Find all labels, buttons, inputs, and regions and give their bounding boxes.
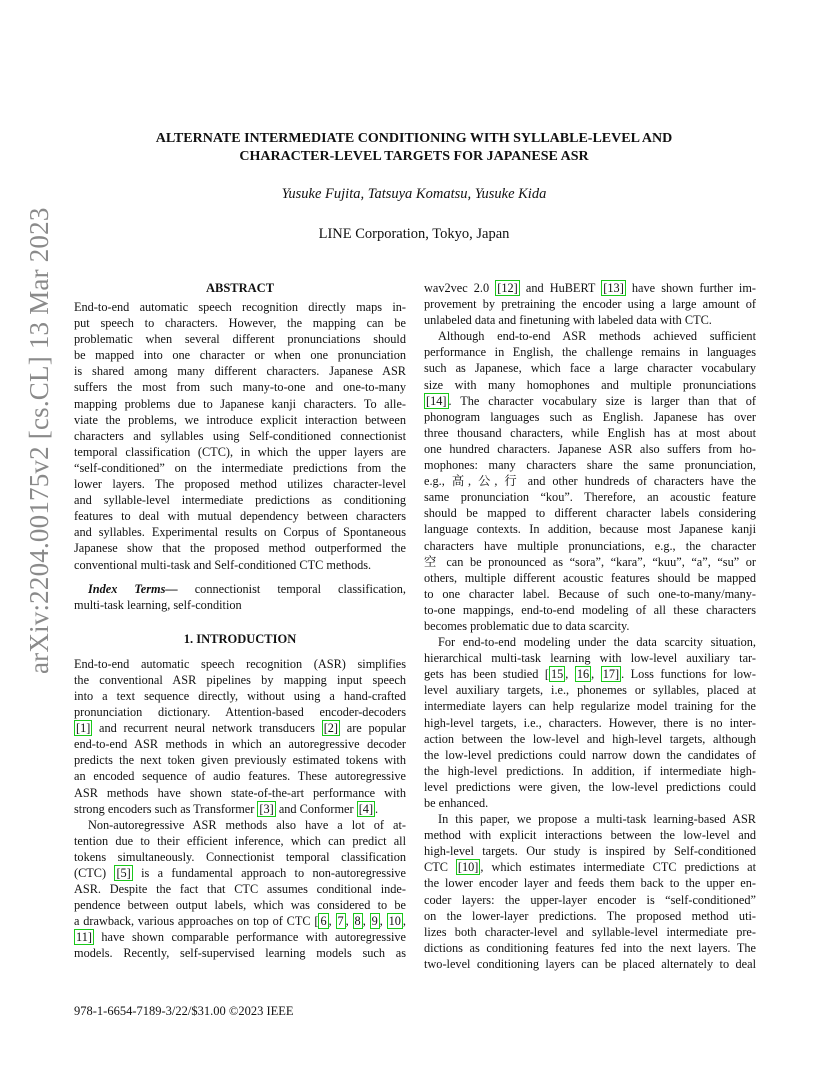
text-line: such as Japanese, which face a large character vocabulary xyxy=(424,361,756,376)
citation-link[interactable]: [10] xyxy=(457,860,479,875)
text-line: performance in English, the challenge remains in languages xyxy=(424,345,756,360)
text-span: strong encoders such as Transformer xyxy=(74,801,255,816)
text-line: high-level targets, i.e., characters. However, there is no inter- xyxy=(424,715,756,730)
citation-link[interactable]: [13] xyxy=(603,281,624,295)
text-line: becomes problematic due to data scarcity. xyxy=(424,618,630,633)
text-line: lizes both character-level and syllable-level intermediate pre- xyxy=(424,924,756,939)
index-terms xyxy=(74,581,406,613)
text-line: Although end-to-end ASR methods achieved sufficient xyxy=(438,329,756,344)
citation-link[interactable]: 15 xyxy=(550,667,564,682)
text-line: characters and syllables using Self-conditioned connectionist xyxy=(74,428,406,443)
text-line: dictions as conditioning features fed into the next layers. The xyxy=(424,940,756,955)
text-line: should be mapped to different character labels considering xyxy=(424,506,756,521)
text-line xyxy=(74,720,406,736)
text-line: on the lower-layer predictions. The proposed method uti- xyxy=(424,908,756,923)
text-line: an encoded sequence of audio features. These autoregressive xyxy=(74,769,406,784)
text-line: For end-to-end modeling under the data scarcity situation, xyxy=(438,635,756,650)
citation-link[interactable]: 9 xyxy=(371,914,378,929)
text-line: the lower encoder layer and feeds them back to the upper en- xyxy=(424,876,756,891)
text-line: suffers the most from such many-to-one and one-to-many xyxy=(74,380,406,395)
index-terms-label: Index Terms— xyxy=(88,581,178,596)
text-span: have shown further im- xyxy=(631,281,757,295)
arxiv-identifier-text: arXiv:2204.00175v2 [cs.CL] 13 Mar 2023 xyxy=(24,207,54,674)
text-span: are popular xyxy=(346,721,407,736)
text-line: and syllable-level intermediate predictions as conditioning xyxy=(74,493,406,508)
text-span: a drawback, various approaches on top of CTC [ xyxy=(74,914,319,929)
citation-link[interactable]: 6 xyxy=(320,914,327,929)
citation-link[interactable]: 17] xyxy=(602,667,620,682)
citation-link[interactable]: [2] xyxy=(323,721,339,736)
text-line: features to deal with mutual dependency between characters xyxy=(74,509,406,524)
text-line: mophones: many characters share the same pronunciation, xyxy=(424,458,756,473)
citation-link[interactable]: [1] xyxy=(76,721,91,736)
text-line: be enhanced. xyxy=(424,796,489,810)
text-line: end-to-end ASR methods in which an autoregressive decoder xyxy=(74,737,406,752)
text-span: . The character vocabulary size is larger than that of xyxy=(448,393,756,408)
text-line: mapping problems due to Japanese kanji characters. To alle- xyxy=(74,396,406,411)
right-body xyxy=(424,280,756,972)
text-span: CTC xyxy=(424,860,448,875)
text-line: level predictions were given, the low-level predictions could xyxy=(424,779,756,794)
text-line: same pronunciation “kou”. Therefore, an acoustic feature xyxy=(424,490,756,505)
text-line xyxy=(424,393,756,409)
text-line: and syllables. Experimental results on Corpus of Spontaneous xyxy=(74,525,406,540)
text-line: In this paper, we propose a multi-task learning-based ASR xyxy=(438,812,756,827)
text-line: three thousand characters, while English has at most about xyxy=(424,425,756,440)
text-line: the high-level predictions. In addition, if intermediate high- xyxy=(424,763,756,778)
text-span: have shown comparable performance with autoregressive xyxy=(101,930,407,945)
text-line: others, multiple different acoustic features should be mapped xyxy=(424,570,756,585)
citation-link[interactable]: [5] xyxy=(116,866,131,880)
text-span: is a fundamental approach to non-autoregressive xyxy=(141,866,407,880)
text-line: provement by pretraining the encoder using a large amount of xyxy=(424,297,756,312)
text-line: action between the low-level and high-level targets, although xyxy=(424,731,756,746)
text-span: and recurrent neural network transducers xyxy=(99,721,315,736)
text-line: Japanese show that the proposed method outperformed the xyxy=(74,541,406,556)
text-line: method with explicit interactions between the low-level and xyxy=(424,828,756,843)
text-line: Non-autoregressive ASR methods also have a lot of at- xyxy=(88,817,406,832)
index-terms-line: multi-task learning, self-condition xyxy=(74,597,242,612)
arxiv-identifier xyxy=(24,207,54,674)
text-line xyxy=(424,280,756,296)
text-span: gets has been studied [ xyxy=(424,667,549,682)
text-line: pronunciation dictionary. Attention-based encoder-decoders xyxy=(74,705,406,720)
text-line: into a text sequence directly, without using a hand-crafted xyxy=(74,688,406,703)
text-line xyxy=(424,859,756,875)
citation-link[interactable]: 8 xyxy=(354,914,361,929)
left-column xyxy=(74,280,406,962)
text-line: strong encoders such as Transformer [3] and Conformer [4] . xyxy=(74,801,379,816)
text-line: two-level conditioning layers can be placed alternately to deal xyxy=(424,956,756,971)
text-line: temporal classification (CTC), in which the upper layers are xyxy=(74,444,406,459)
text-line: put speech to characters. However, the mapping can be xyxy=(74,316,406,331)
right-column xyxy=(424,280,756,972)
text-line: unlabeled data and finetuning with labeled data with CTC. xyxy=(424,313,712,328)
index-terms-line xyxy=(74,581,406,597)
text-line: tention due to their efficient inference, which can predict all xyxy=(74,833,406,848)
text-line: language contexts. In addition, because most Japanese kanji xyxy=(424,522,756,537)
text-line: hierarchical multi-task learning with low-level auxiliary tar- xyxy=(424,651,756,666)
text-line: intermediate layers can help regularize model training for the xyxy=(424,699,756,714)
text-line: “self-conditioned” on the intermediate predictions from the xyxy=(74,460,406,475)
text-line: problematic when several different pronunciations should xyxy=(74,332,406,347)
affiliation: LINE Corporation, Tokyo, Japan xyxy=(318,226,510,242)
text-line: gets has been studied [ 15 , 16 , 17] . Loss functions for low- xyxy=(424,667,756,682)
citation-link[interactable]: [4] xyxy=(358,801,374,816)
text-line: to-one mappings, end-to-end modeling of all these characters xyxy=(424,602,756,617)
text-span: and HuBERT xyxy=(525,281,596,295)
text-line: the low-level predictions could narrow down the candidates of xyxy=(424,747,756,762)
text-line: to one character label. Because of such one-to-many/many- xyxy=(424,586,756,601)
citation-link[interactable]: 16 xyxy=(576,667,590,682)
index-terms-text: connectionist temporal classification, xyxy=(194,581,406,596)
abstract-body xyxy=(74,299,406,573)
text-line: models. Recently, self-supervised learning models such as xyxy=(74,946,406,961)
text-span: . Loss functions for low- xyxy=(621,667,756,682)
text-line: coder layers: the upper-layer encoder is “self-conditioned” xyxy=(424,892,756,907)
text-span: wav2vec 2.0 xyxy=(424,281,490,295)
abstract-heading: ABSTRACT xyxy=(205,281,275,295)
text-span: and Conformer xyxy=(278,801,354,816)
text-line: the conventional ASR pipelines by mapping input speech xyxy=(74,672,406,687)
text-line: viate the problems, we introduce explicit interaction between xyxy=(74,412,406,427)
text-line: conventional multi-task and Self-conditioned CTC methods. xyxy=(74,557,372,572)
text-line: ASR methods have shown state-of-the-art performance with xyxy=(74,785,406,800)
paper-title xyxy=(60,130,768,166)
authors: Yusuke Fujita, Tatsuya Komatsu, Yusuke Kida xyxy=(281,186,547,202)
text-line: tokens simultaneously. Connectionist temporal classification xyxy=(74,849,406,864)
text-line: a drawback, various approaches on top of CTC [ 6 , 7 , 8 , 9 , 10 , xyxy=(74,914,406,929)
title-line: CHARACTER-LEVEL TARGETS FOR JAPANESE ASR xyxy=(239,149,589,164)
text-line: one hundred characters. Japanese ASR also suffers from ho- xyxy=(424,441,756,456)
text-span: (CTC) xyxy=(74,866,107,880)
text-line: lower layers. The proposed method utilizes character-level xyxy=(74,477,406,492)
text-span: , which estimates intermediate CTC predictions at xyxy=(480,860,757,875)
intro-heading: 1. INTRODUCTION xyxy=(183,631,297,646)
text-line: characters have multiple pronunciations, e.g., the character xyxy=(424,538,756,553)
text-line: high-level targets. Our study is inspired by Self-conditioned xyxy=(424,844,756,859)
text-line: pendence between output labels, which was considered to be xyxy=(74,898,406,913)
text-line: ASR. Despite the fact that CTC assumes conditional inde- xyxy=(74,882,406,897)
citation-link[interactable]: 7 xyxy=(337,914,344,929)
text-line: be mapped into one character or when one pronunciation xyxy=(74,348,406,363)
citation-link[interactable]: [14] xyxy=(426,393,447,408)
text-line: predicts the next token given previously estimated tokens with xyxy=(74,753,406,768)
title-line: ALTERNATE INTERMEDIATE CONDITIONING WITH SYLLABLE-LEVEL AND xyxy=(155,131,673,146)
citation-link[interactable]: [12] xyxy=(497,281,518,295)
citation-link[interactable]: 10 xyxy=(388,914,401,929)
text-line: phonogram languages such as English. Japanese has over xyxy=(424,409,756,424)
text-line: size with many homophones and multiple pronunciations xyxy=(424,377,756,392)
text-line: e.g., 高, 公, 行 and other hundreds of characters have the xyxy=(424,474,756,489)
citation-link[interactable]: 11] xyxy=(76,930,92,945)
copyright-footer: 978-1-6654-7189-3/22/$31.00 ©2023 IEEE xyxy=(74,1004,294,1018)
text-line: level auxiliary targets, i.e., phonemes or syllables, placed at xyxy=(424,683,756,698)
text-line: End-to-end automatic speech recognition (ASR) simplifies xyxy=(74,656,406,671)
citation-link[interactable]: [3] xyxy=(259,801,274,816)
text-line xyxy=(74,929,406,945)
text-line: is shared among many different characters. Japanese ASR xyxy=(74,364,406,379)
text-line xyxy=(74,865,406,881)
text-line: 空 can be pronounced as “sora”, “kara”, “kuu”, “a”, “su” or xyxy=(424,554,756,569)
text-line: End-to-end automatic speech recognition directly maps in- xyxy=(74,300,406,314)
intro-body xyxy=(74,656,406,962)
